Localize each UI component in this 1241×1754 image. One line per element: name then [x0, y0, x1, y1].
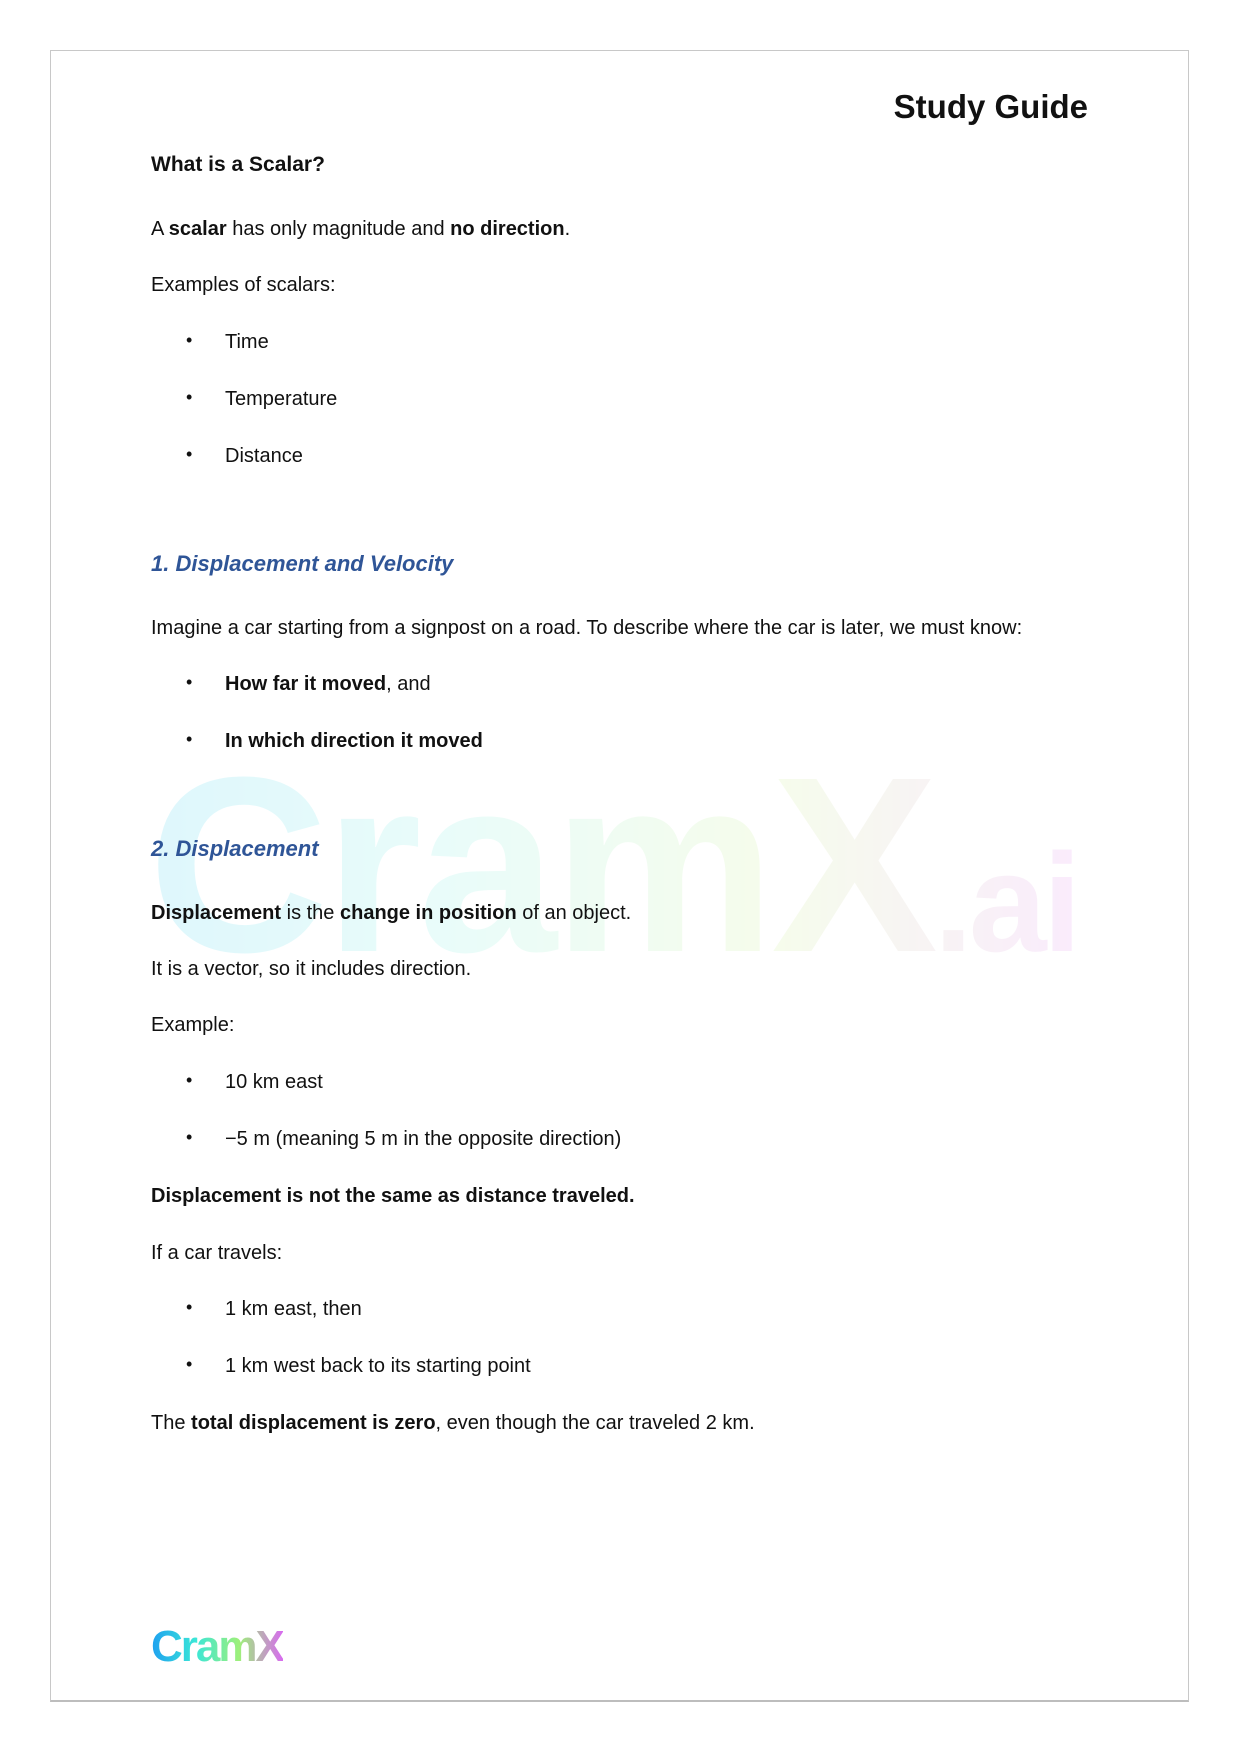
bullet-icon: •: [186, 672, 193, 692]
bullet-icon: •: [186, 729, 193, 749]
bullet-icon: •: [186, 1070, 193, 1090]
list-item: 10 km east: [225, 1071, 323, 1093]
watermark-logo: CramX.ai: [148, 735, 1078, 1033]
list-item: Distance: [225, 445, 303, 467]
bullet-icon: •: [186, 444, 193, 464]
bullet-icon: •: [186, 1354, 193, 1374]
list-item: In which direction it moved: [225, 730, 483, 752]
warning-text: Displacement is not the same as distance traveled.: [151, 1185, 635, 1207]
list-item: Time: [225, 331, 269, 353]
bullet-icon: •: [186, 1297, 193, 1317]
velocity-intro: Imagine a car starting from a signpost on a road. To describe where the car is later, we must know:: [151, 617, 1023, 639]
list-item: 1 km east, then: [225, 1298, 362, 1320]
page-title: Study Guide: [893, 88, 1088, 125]
cramx-logo: CramX: [151, 1622, 283, 1671]
bullet-icon: •: [186, 387, 193, 407]
bullet-icon: •: [186, 1127, 193, 1147]
conclusion: The total displacement is zero, even though the car traveled 2 km.: [151, 1412, 755, 1434]
list-item: 1 km west back to its starting point: [225, 1355, 531, 1377]
example-label: Example:: [151, 1014, 235, 1036]
scenario-label: If a car travels:: [151, 1242, 283, 1264]
displacement-definition: Displacement is the change in position of an object.: [151, 902, 632, 924]
scalar-heading: What is a Scalar?: [151, 153, 325, 176]
list-item: −5 m (meaning 5 m in the opposite direction): [225, 1128, 622, 1150]
scalar-definition: A scalar has only magnitude and no direction.: [151, 218, 571, 240]
examples-label: Examples of scalars:: [151, 274, 336, 296]
list-item: Temperature: [225, 388, 338, 410]
list-item: How far it moved, and: [225, 673, 431, 695]
bullet-icon: •: [186, 330, 193, 350]
section-heading-velocity: 1. Displacement and Velocity: [151, 551, 454, 576]
vector-note: It is a vector, so it includes direction.: [151, 958, 472, 980]
section-heading-displacement: 2. Displacement: [151, 836, 319, 861]
